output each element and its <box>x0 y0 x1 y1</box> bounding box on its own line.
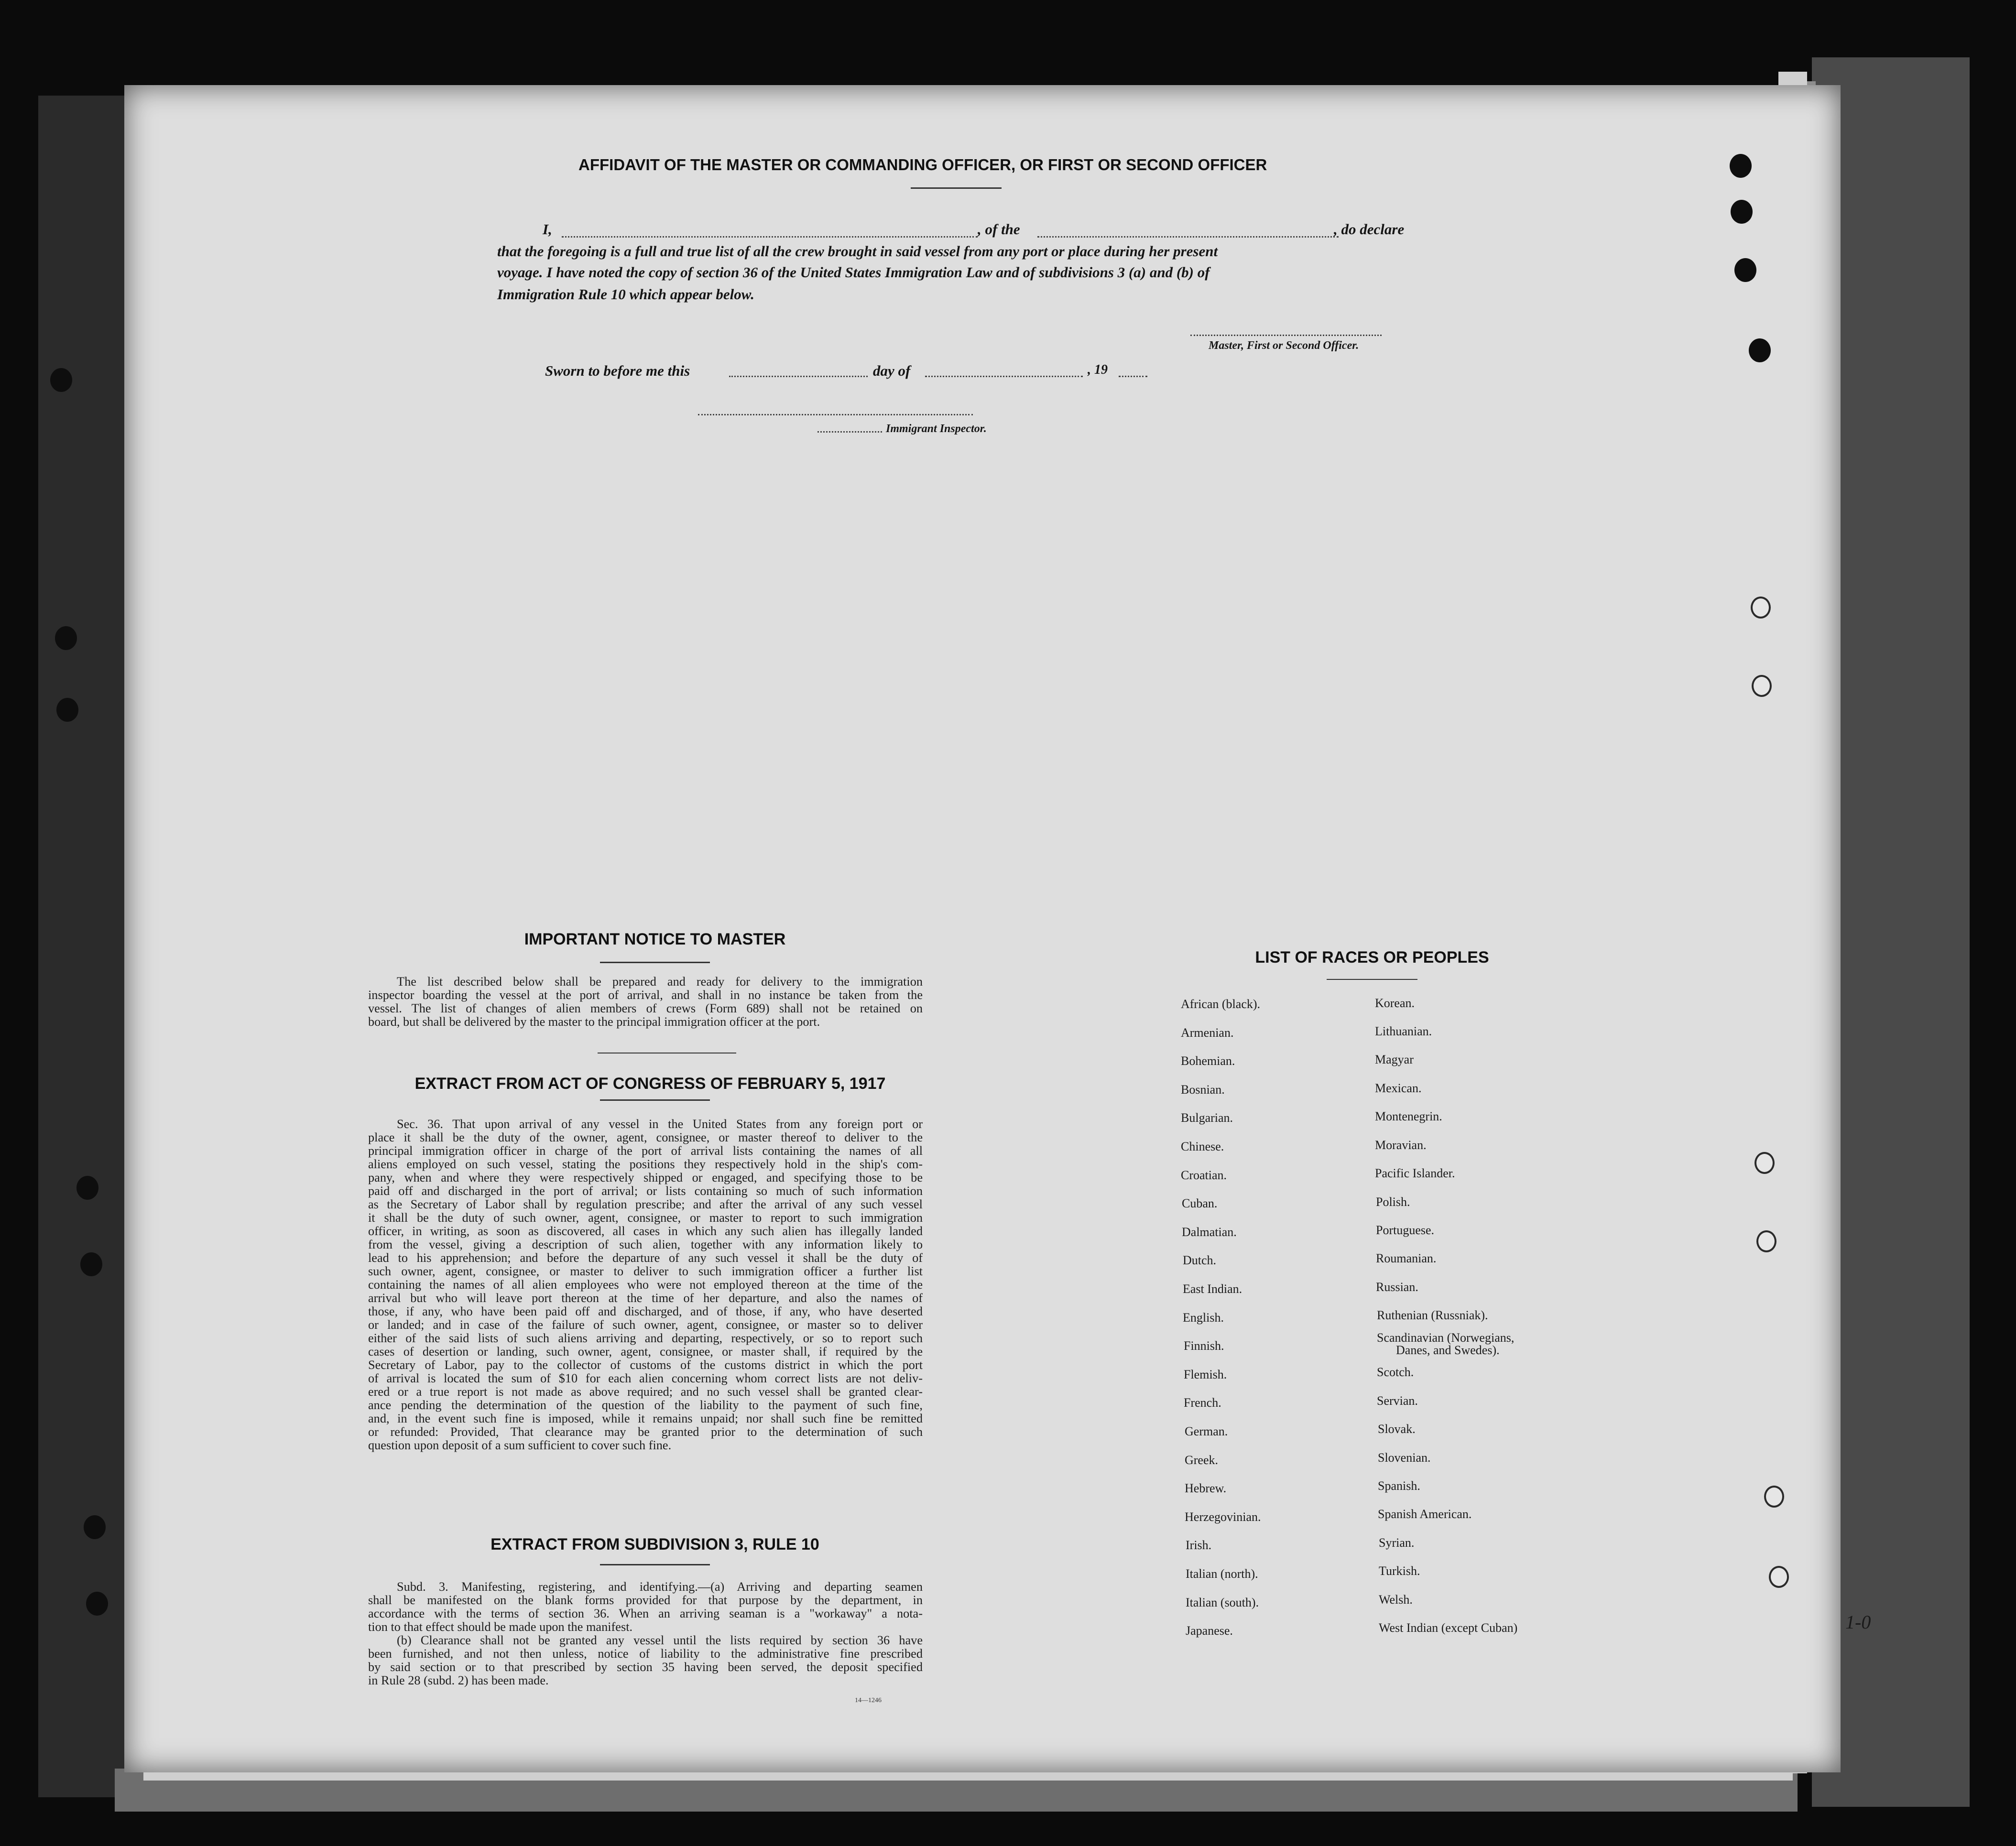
punch-hole-ring <box>1756 1230 1776 1252</box>
race-left: Finnish. <box>1184 1339 1224 1353</box>
act-line: ance pending the determination of the question of the liability to the payment of such fine, <box>368 1398 923 1412</box>
race-right: Polish. <box>1376 1195 1410 1209</box>
race-left: Italian (north). <box>1186 1567 1258 1581</box>
race-left: Croatian. <box>1181 1168 1227 1182</box>
race-left: Japanese. <box>1186 1624 1233 1638</box>
inspector-label: Immigrant Inspector. <box>886 423 987 435</box>
notice-line: vessel. The list of changes of alien members of crews (Form 689) shall not be retained on <box>368 1001 923 1015</box>
rule-line: (b) Clearance shall not be granted any vessel until the lists required by section 36 have <box>397 1633 923 1647</box>
handwritten-margin-mark: 1-0 <box>1845 1611 1871 1633</box>
sworn-month-blank <box>925 376 1083 377</box>
master-signature-line <box>1190 335 1382 336</box>
act-line: such owner, agent, consignee, or master to deliver to such immigration officer a further list <box>368 1264 923 1278</box>
race-left: Italian (south). <box>1186 1596 1259 1609</box>
races-underline <box>1327 979 1417 980</box>
act-line: of arrival is located the sum of $10 for each alien concerning whom correct lists are not deliv- <box>368 1371 923 1385</box>
inspector-signature-line-2 <box>817 431 882 433</box>
act-section-36 <box>368 1118 923 1452</box>
form-sheet <box>124 85 1841 1772</box>
race-right: Spanish American. <box>1378 1507 1472 1521</box>
day-of-label: day of <box>873 362 911 379</box>
affidavit-line-4: Immigration Rule 10 which appear below. <box>497 286 754 303</box>
punch-hole <box>1731 200 1753 224</box>
punch-hole-ring <box>1764 1486 1784 1508</box>
race-left: East Indian. <box>1183 1282 1242 1296</box>
affidavit-do-declare: , do declare <box>1334 221 1405 238</box>
rule-line: by said section or to that prescribed by section 35 having been served, the deposit specified <box>368 1660 923 1674</box>
race-right: Scotch. <box>1377 1365 1414 1379</box>
rule-subdivision-3 <box>368 1580 923 1687</box>
act-line: it shall be the duty of such owner, agent, consignee, or master to report to such immigration <box>368 1211 923 1225</box>
title-underline <box>911 187 1002 189</box>
act-line: place it shall be the duty of the owner, agent, consignee, or master thereof to deliver to the <box>368 1130 923 1144</box>
race-right: Roumanian. <box>1376 1251 1437 1265</box>
act-line: paid off and discharged in the port of arrival; or lists containing so much of such information <box>368 1184 923 1198</box>
act-line: or landed; and in case of the failure of such owner, agent, consignee, or master so to deliver <box>368 1318 923 1332</box>
race-left: French. <box>1184 1396 1221 1410</box>
binder-board-left <box>38 96 134 1797</box>
act-line: officer, in writing, as soon as discovered, all cases in which any such alien has illegally landed <box>368 1224 923 1238</box>
punch-hole <box>76 1176 98 1200</box>
year-label: , 19 <box>1088 362 1108 377</box>
form-code: 14—1246 <box>855 1697 882 1704</box>
race-left: Hebrew. <box>1185 1481 1227 1495</box>
race-right: Welsh. <box>1379 1593 1413 1607</box>
affidavit-line-2: that the foregoing is a full and true list of all the crew brought in said vessel from any port or place during her present <box>497 243 1218 260</box>
race-right: Portuguese. <box>1376 1223 1435 1237</box>
notice-paragraph <box>368 975 923 1029</box>
rule-line: shall be manifested on the blank forms provided for that purpose by the department, in <box>368 1593 923 1607</box>
sworn-label: Sworn to before me this <box>545 362 690 379</box>
race-left: Chinese. <box>1181 1140 1224 1153</box>
punch-hole-ring <box>1769 1566 1789 1588</box>
rule-line: tion to that effect should be made upon the manifest. <box>368 1620 633 1634</box>
race-right: Lithuanian. <box>1375 1024 1432 1038</box>
rule-title: EXTRACT FROM SUBDIVISION 3, RULE 10 <box>490 1535 819 1553</box>
punch-hole <box>1734 258 1756 282</box>
punch-hole <box>84 1515 106 1539</box>
race-right: Slovak. <box>1378 1422 1416 1436</box>
act-line: lead to his apprehension; and before the departure of any such vessel it shall be the duty of <box>368 1251 923 1265</box>
notice-line: The list described below shall be prepared and ready for delivery to the immigration <box>397 975 923 988</box>
race-left: Dutch. <box>1183 1253 1217 1267</box>
race-right: Magyar <box>1375 1053 1414 1066</box>
inspector-signature-line <box>698 414 973 415</box>
rule-line: Subd. 3. Manifesting, registering, and identifying.—(a) Arriving and departing seamen <box>397 1580 923 1594</box>
race-right: Korean. <box>1375 996 1415 1010</box>
punch-hole <box>55 626 77 650</box>
race-left: African (black). <box>1181 997 1261 1011</box>
race-left: Herzegovinian. <box>1185 1510 1261 1524</box>
name-blank <box>562 236 978 238</box>
punch-hole <box>1749 338 1771 362</box>
notice-underline <box>600 962 710 963</box>
race-right: Russian. <box>1376 1280 1418 1294</box>
punch-hole <box>1730 154 1752 178</box>
rule-line: accordance with the terms of section 36. When an arriving seaman is a "workaway" a nota- <box>368 1607 923 1620</box>
race-right: Scandinavian (Norwegians, <box>1377 1331 1515 1345</box>
act-line: either of the said lists of such aliens arriving and departing, respectively, or so to report such <box>368 1331 923 1345</box>
punch-hole <box>50 368 72 392</box>
punch-hole-ring <box>1751 597 1771 619</box>
sworn-day-blank <box>729 376 868 377</box>
race-right: Moravian. <box>1375 1138 1427 1152</box>
year-blank <box>1119 376 1147 377</box>
rule-underline <box>600 1564 710 1565</box>
act-line: question upon deposit of a sum sufficient to cover such fine. <box>368 1438 672 1452</box>
race-right: Slovenian. <box>1378 1451 1431 1465</box>
act-line: arrival but who will leave port thereon at the time of her departure, and also the names of <box>368 1291 923 1305</box>
affidavit-of-the: , of the <box>978 221 1020 238</box>
notice-title: IMPORTANT NOTICE TO MASTER <box>524 930 786 948</box>
race-left: Dalmatian. <box>1182 1225 1237 1239</box>
act-title: EXTRACT FROM ACT OF CONGRESS OF FEBRUARY 5, 1917 <box>414 1075 886 1093</box>
rule-line: been furnished, and not then unless, notice of liability to the administrative fine prescribed <box>368 1647 923 1661</box>
race-left: Armenian. <box>1181 1026 1234 1040</box>
notice-line: inspector boarding the vessel at the port of arrival, and shall in no instance be taken from the <box>368 988 923 1002</box>
race-right: Mexican. <box>1375 1081 1422 1095</box>
race-left: Flemish. <box>1184 1368 1227 1381</box>
race-right: Montenegrin. <box>1375 1109 1442 1123</box>
race-right: Turkish. <box>1379 1564 1420 1578</box>
race-right: Ruthenian (Russniak). <box>1377 1308 1488 1322</box>
punch-hole-ring <box>1754 1152 1775 1174</box>
act-line: those, if any, who have been paid off and discharged, and of those, if any, who have deserted <box>368 1304 923 1318</box>
punch-hole-ring <box>1752 675 1772 697</box>
act-line: and, in the event such fine is imposed, while it remains unpaid; nor shall such fine be remitted <box>368 1412 923 1425</box>
affidavit-title: AFFIDAVIT OF THE MASTER OR COMMANDING OFFICER, OR FIRST OR SECOND OFFICER <box>578 156 1267 174</box>
master-label: Master, First or Second Officer. <box>1209 339 1359 352</box>
race-left: Irish. <box>1186 1538 1212 1552</box>
race-left: English. <box>1183 1311 1224 1325</box>
act-line: cases of desertion or landing, such owner, agent, consignee, or master shall, if required by the <box>368 1345 923 1358</box>
race-right: Spanish. <box>1378 1479 1420 1493</box>
act-line: pany, when and where they were respectively shipped or engaged, and specifying those to be <box>368 1171 923 1184</box>
affidavit-line-3: voyage. I have noted the copy of section 36 of the United States Immigration Law and of subdivisions 3 (a) and (b) of <box>497 264 1210 281</box>
act-line: containing the names of all alien employees who were not employed thereon at the time of the <box>368 1278 923 1292</box>
race-right: Servian. <box>1377 1394 1418 1408</box>
act-line: aliens employed on such vessel, stating the positions they respectively hold in the ship's com- <box>368 1157 923 1171</box>
act-line: principal immigration officer in charge of the port of arrival lists containing the names of all <box>368 1144 923 1158</box>
punch-hole <box>56 698 78 722</box>
race-left: German. <box>1185 1424 1228 1438</box>
race-right: West Indian (except Cuban) <box>1379 1621 1518 1635</box>
races-title: LIST OF RACES OR PEOPLES <box>1255 948 1489 966</box>
race-right: Syrian. <box>1379 1536 1415 1550</box>
punch-hole <box>86 1592 108 1616</box>
race-left: Greek. <box>1185 1453 1219 1467</box>
race-right-continuation: Danes, and Swedes). <box>1396 1343 1500 1357</box>
act-line: or refunded: Provided, That clearance may be granted prior to the determination of such <box>368 1425 923 1439</box>
act-line: as the Secretary of Labor shall by regulation prescribe; and after the arrival of any such vessel <box>368 1197 923 1211</box>
rule-line: in Rule 28 (subd. 2) has been made. <box>368 1673 549 1687</box>
affidavit-i-label: I, <box>543 221 552 238</box>
act-line: ered or a true report is not made as above required; and no such vessel shall be granted clear- <box>368 1385 923 1399</box>
race-left: Bohemian. <box>1181 1054 1235 1068</box>
race-left: Bulgarian. <box>1181 1111 1233 1125</box>
race-left: Cuban. <box>1182 1196 1218 1210</box>
race-right: Pacific Islander. <box>1375 1166 1455 1180</box>
act-line: Secretary of Labor, pay to the collector of customs of the customs district in which the port <box>368 1358 923 1372</box>
race-left: Bosnian. <box>1181 1083 1225 1097</box>
vessel-blank <box>1037 236 1339 238</box>
act-line: from the vessel, giving a description of such alien, together with any information likely to <box>368 1238 923 1251</box>
act-line: Sec. 36. That upon arrival of any vessel in the United States from any foreign port or <box>397 1117 923 1131</box>
punch-hole <box>80 1252 102 1276</box>
act-underline <box>600 1099 710 1101</box>
notice-line: board, but shall be delivered by the master to the principal immigration officer at the port. <box>368 1015 820 1029</box>
